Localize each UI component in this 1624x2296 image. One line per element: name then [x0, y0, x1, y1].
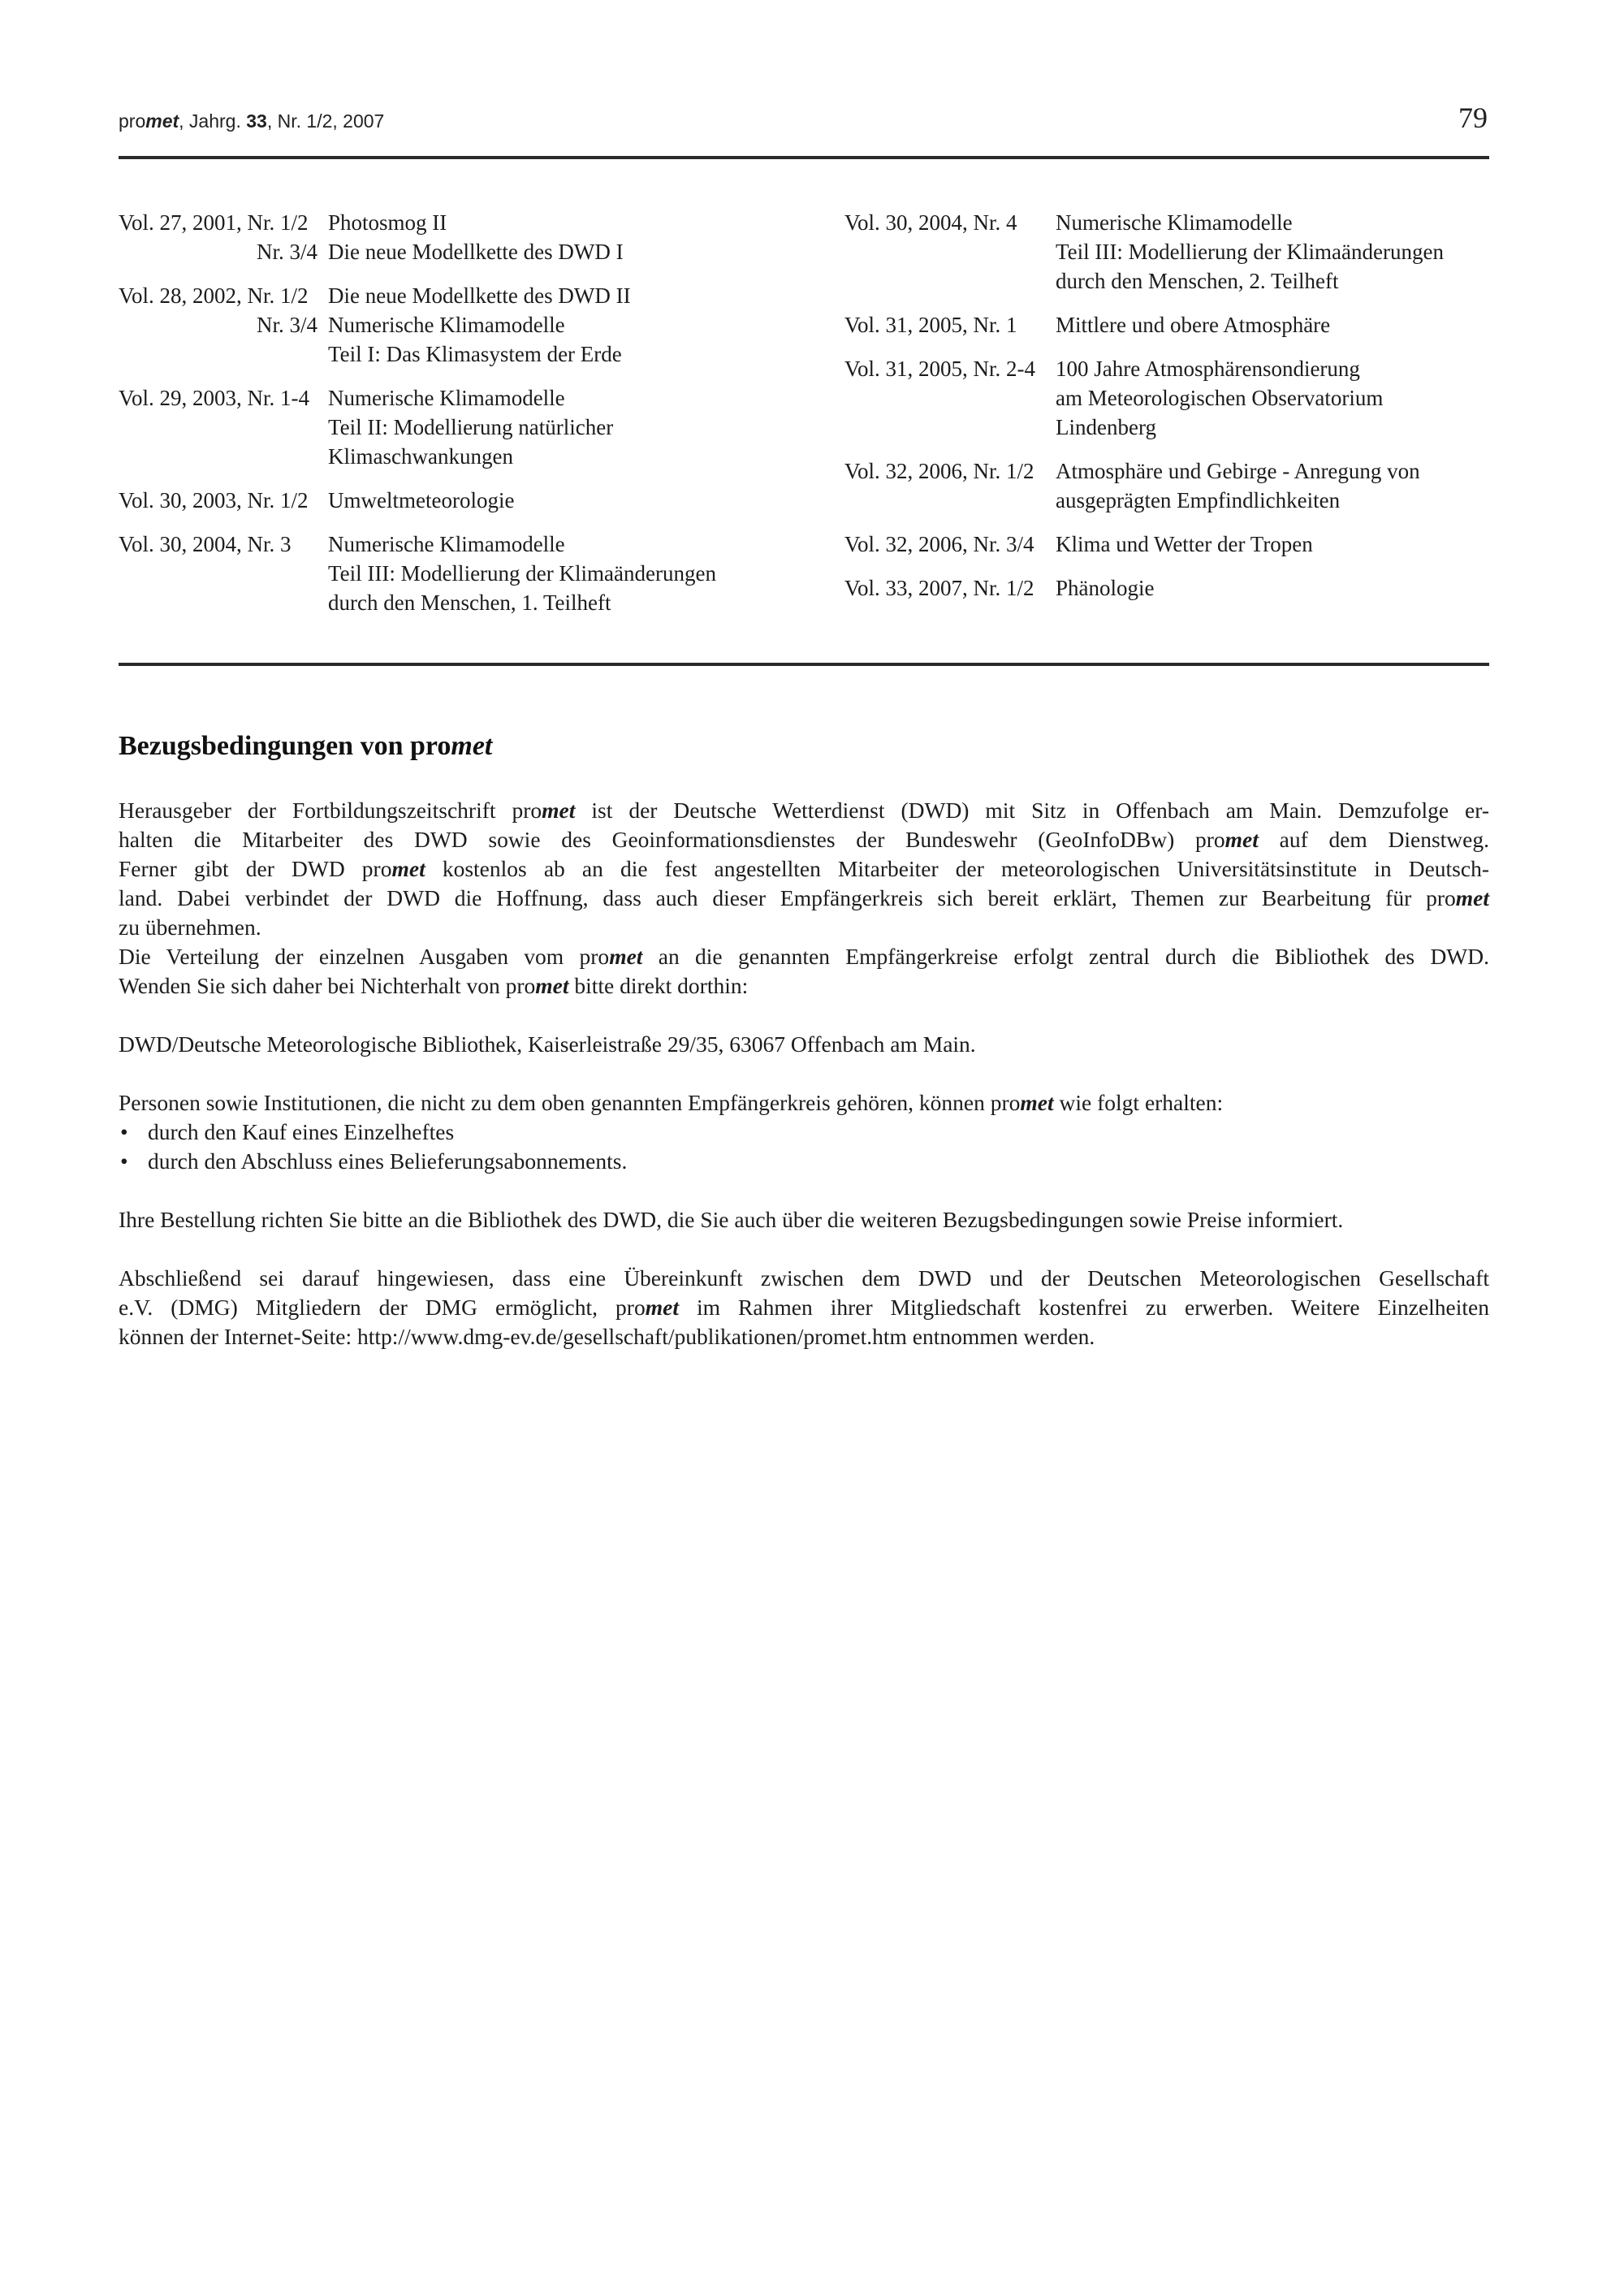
page-number: 79: [1458, 102, 1488, 134]
issue-entry: [119, 208, 784, 237]
purchase-options-list: [119, 1118, 1489, 1176]
issue-label: , Nr. 1/2, 2007: [266, 110, 385, 132]
issue-label: Vol. 30, 2004, Nr. 3: [119, 532, 292, 556]
issue-label: Vol. 32, 2006, Nr. 3/4: [844, 532, 1034, 556]
issue-label: Vol. 32, 2006, Nr. 1/2: [844, 459, 1034, 483]
issue-entry: [119, 281, 784, 310]
top-rule: [119, 156, 1489, 159]
section-rule: [119, 663, 1489, 666]
paragraph-dmg: Abschließend sei darauf hingewiesen, dass eine Übereinkunft zwischen dem DWD und der Deutschen Meteorologischen Gesellschaft e.V. (DMG) Mitgliedern der DMG ermöglicht, promet im Rahmen ihrer Mitgliedschaft kostenfrei zu erwerben. Weitere Einzelheiten können der Internet-Seite: http://www.dmg-ev.de/gesellschaft/publikationen/promet.htm entnommen werden.: [119, 1265, 1489, 1349]
issue-label: Nr. 3/4: [256, 313, 317, 337]
issue-label: Vol. 31, 2005, Nr. 2-4: [844, 357, 1036, 381]
issue-label: Vol. 31, 2005, Nr. 1: [844, 313, 1017, 337]
issue-title: Die neue Modellkette des DWD II: [328, 283, 631, 308]
issue-entry: [119, 530, 784, 617]
issue-title: Numerische Klimamodelle Teil III: Modellierung der Klimaänderungen durch den Menschen, 2. Teilheft: [1056, 210, 1444, 293]
issue-title: Die neue Modellkette des DWD I: [328, 240, 624, 264]
section-title: Bezugsbedingungen von promet: [119, 731, 493, 761]
jahrg-label: , Jahrg.: [179, 110, 247, 132]
running-head: [119, 110, 384, 132]
issue-title: Umweltmeteorologie: [328, 488, 515, 512]
issue-label: Vol. 30, 2004, Nr. 4: [844, 210, 1017, 235]
issue-title: 100 Jahre Atmosphärensondierung am Meteorologischen Observatorium Lindenberg: [1056, 357, 1384, 439]
issue-entry: [119, 383, 784, 471]
library-address: DWD/Deutsche Meteorologische Bibliothek, Kaiserleistraße 29/35, 63067 Offenbach am Main.: [119, 1031, 976, 1057]
body-text: [119, 796, 1489, 1351]
issue-entry: [844, 208, 1494, 296]
issue-title: Numerische Klimamodelle Teil II: Modellierung natürlicher Klimaschwankungen: [328, 386, 614, 469]
issue-entry: [844, 354, 1494, 442]
issue-title: Photosmog II: [328, 210, 447, 235]
issue-title: Atmosphäre und Gebirge - Anregung von ausgeprägten Empfindlichkeiten: [1056, 459, 1420, 512]
paragraph-order: Ihre Bestellung richten Sie bitte an die Bibliothek des DWD, die Sie auch über die weiteren Bezugsbedingungen sowie Preise informiert.: [119, 1207, 1344, 1232]
journal-prefix: pro: [119, 110, 146, 132]
issue-title: Numerische Klimamodelle Teil III: Modellierung der Klimaänderungen durch den Menschen, 1. Teilheft: [328, 532, 716, 615]
paragraph-publisher: Herausgeber der Fortbildungszeitschrift promet ist der Deutsche Wetterdienst (DWD) mit Sitz in Offenbach am Main. Demzufolge er- halten die Mitarbeiter des DWD sowie des Geoinformationsdienstes der Bundeswehr (GeoInfoDBw) promet auf dem Dienstweg. Ferner gibt der DWD promet kostenlos ab an die fest angestellten Mitarbeiter der meteorologischen Universitätsinstitute in Deutsch- land. Dabei verbindet der DWD die Hoffnung, dass auch dieser Empfängerkreis sich bereit erklärt, Themen zur Bearbeitung für promet zu übernehmen.: [119, 798, 1489, 940]
issue-title: Numerische Klimamodelle Teil I: Das Klimasystem der Erde: [328, 313, 622, 366]
issue-title: Mittlere und obere Atmosphäre: [1056, 313, 1331, 337]
issue-entry: [844, 456, 1494, 515]
paragraph-distribution: Die Verteilung der einzelnen Ausgaben vom promet an die genannten Empfängerkreise erfolgt zentral durch die Bibliothek des DWD. Wenden Sie sich daher bei Nichterhalt von promet bitte direkt dorthin:: [119, 944, 1489, 998]
issue-list-right: [844, 208, 1494, 617]
issue-title: Klima und Wetter der Tropen: [1056, 532, 1313, 556]
issue-label: Vol. 29, 2003, Nr. 1-4: [119, 386, 310, 410]
paragraph-others: Personen sowie Institutionen, die nicht zu dem oben genannten Empfängerkreis gehören, können promet wie folgt erhalten:: [119, 1090, 1224, 1115]
issue-list-left: [119, 208, 784, 632]
list-item: • durch den Abschluss eines Belieferungsabonnements.: [120, 1148, 628, 1174]
issue-entry: [119, 237, 784, 266]
issue-label: Vol. 27, 2001, Nr. 1/2: [119, 210, 309, 235]
issue-label: Vol. 30, 2003, Nr. 1/2: [119, 488, 309, 512]
volume-number: 33: [246, 110, 267, 132]
issue-label: Nr. 3/4: [256, 240, 317, 264]
issue-entry: [119, 310, 784, 369]
journal-suffix: met: [145, 110, 179, 132]
issue-entry: [119, 486, 784, 515]
issue-label: Vol. 28, 2002, Nr. 1/2: [119, 283, 309, 308]
issue-label: Vol. 33, 2007, Nr. 1/2: [844, 576, 1034, 600]
list-item: • durch den Kauf eines Einzelheftes: [120, 1119, 455, 1144]
issue-entry: [844, 530, 1494, 559]
issue-entry: [844, 310, 1494, 339]
issue-title: Phänologie: [1056, 576, 1155, 600]
issue-entry: [844, 573, 1494, 603]
